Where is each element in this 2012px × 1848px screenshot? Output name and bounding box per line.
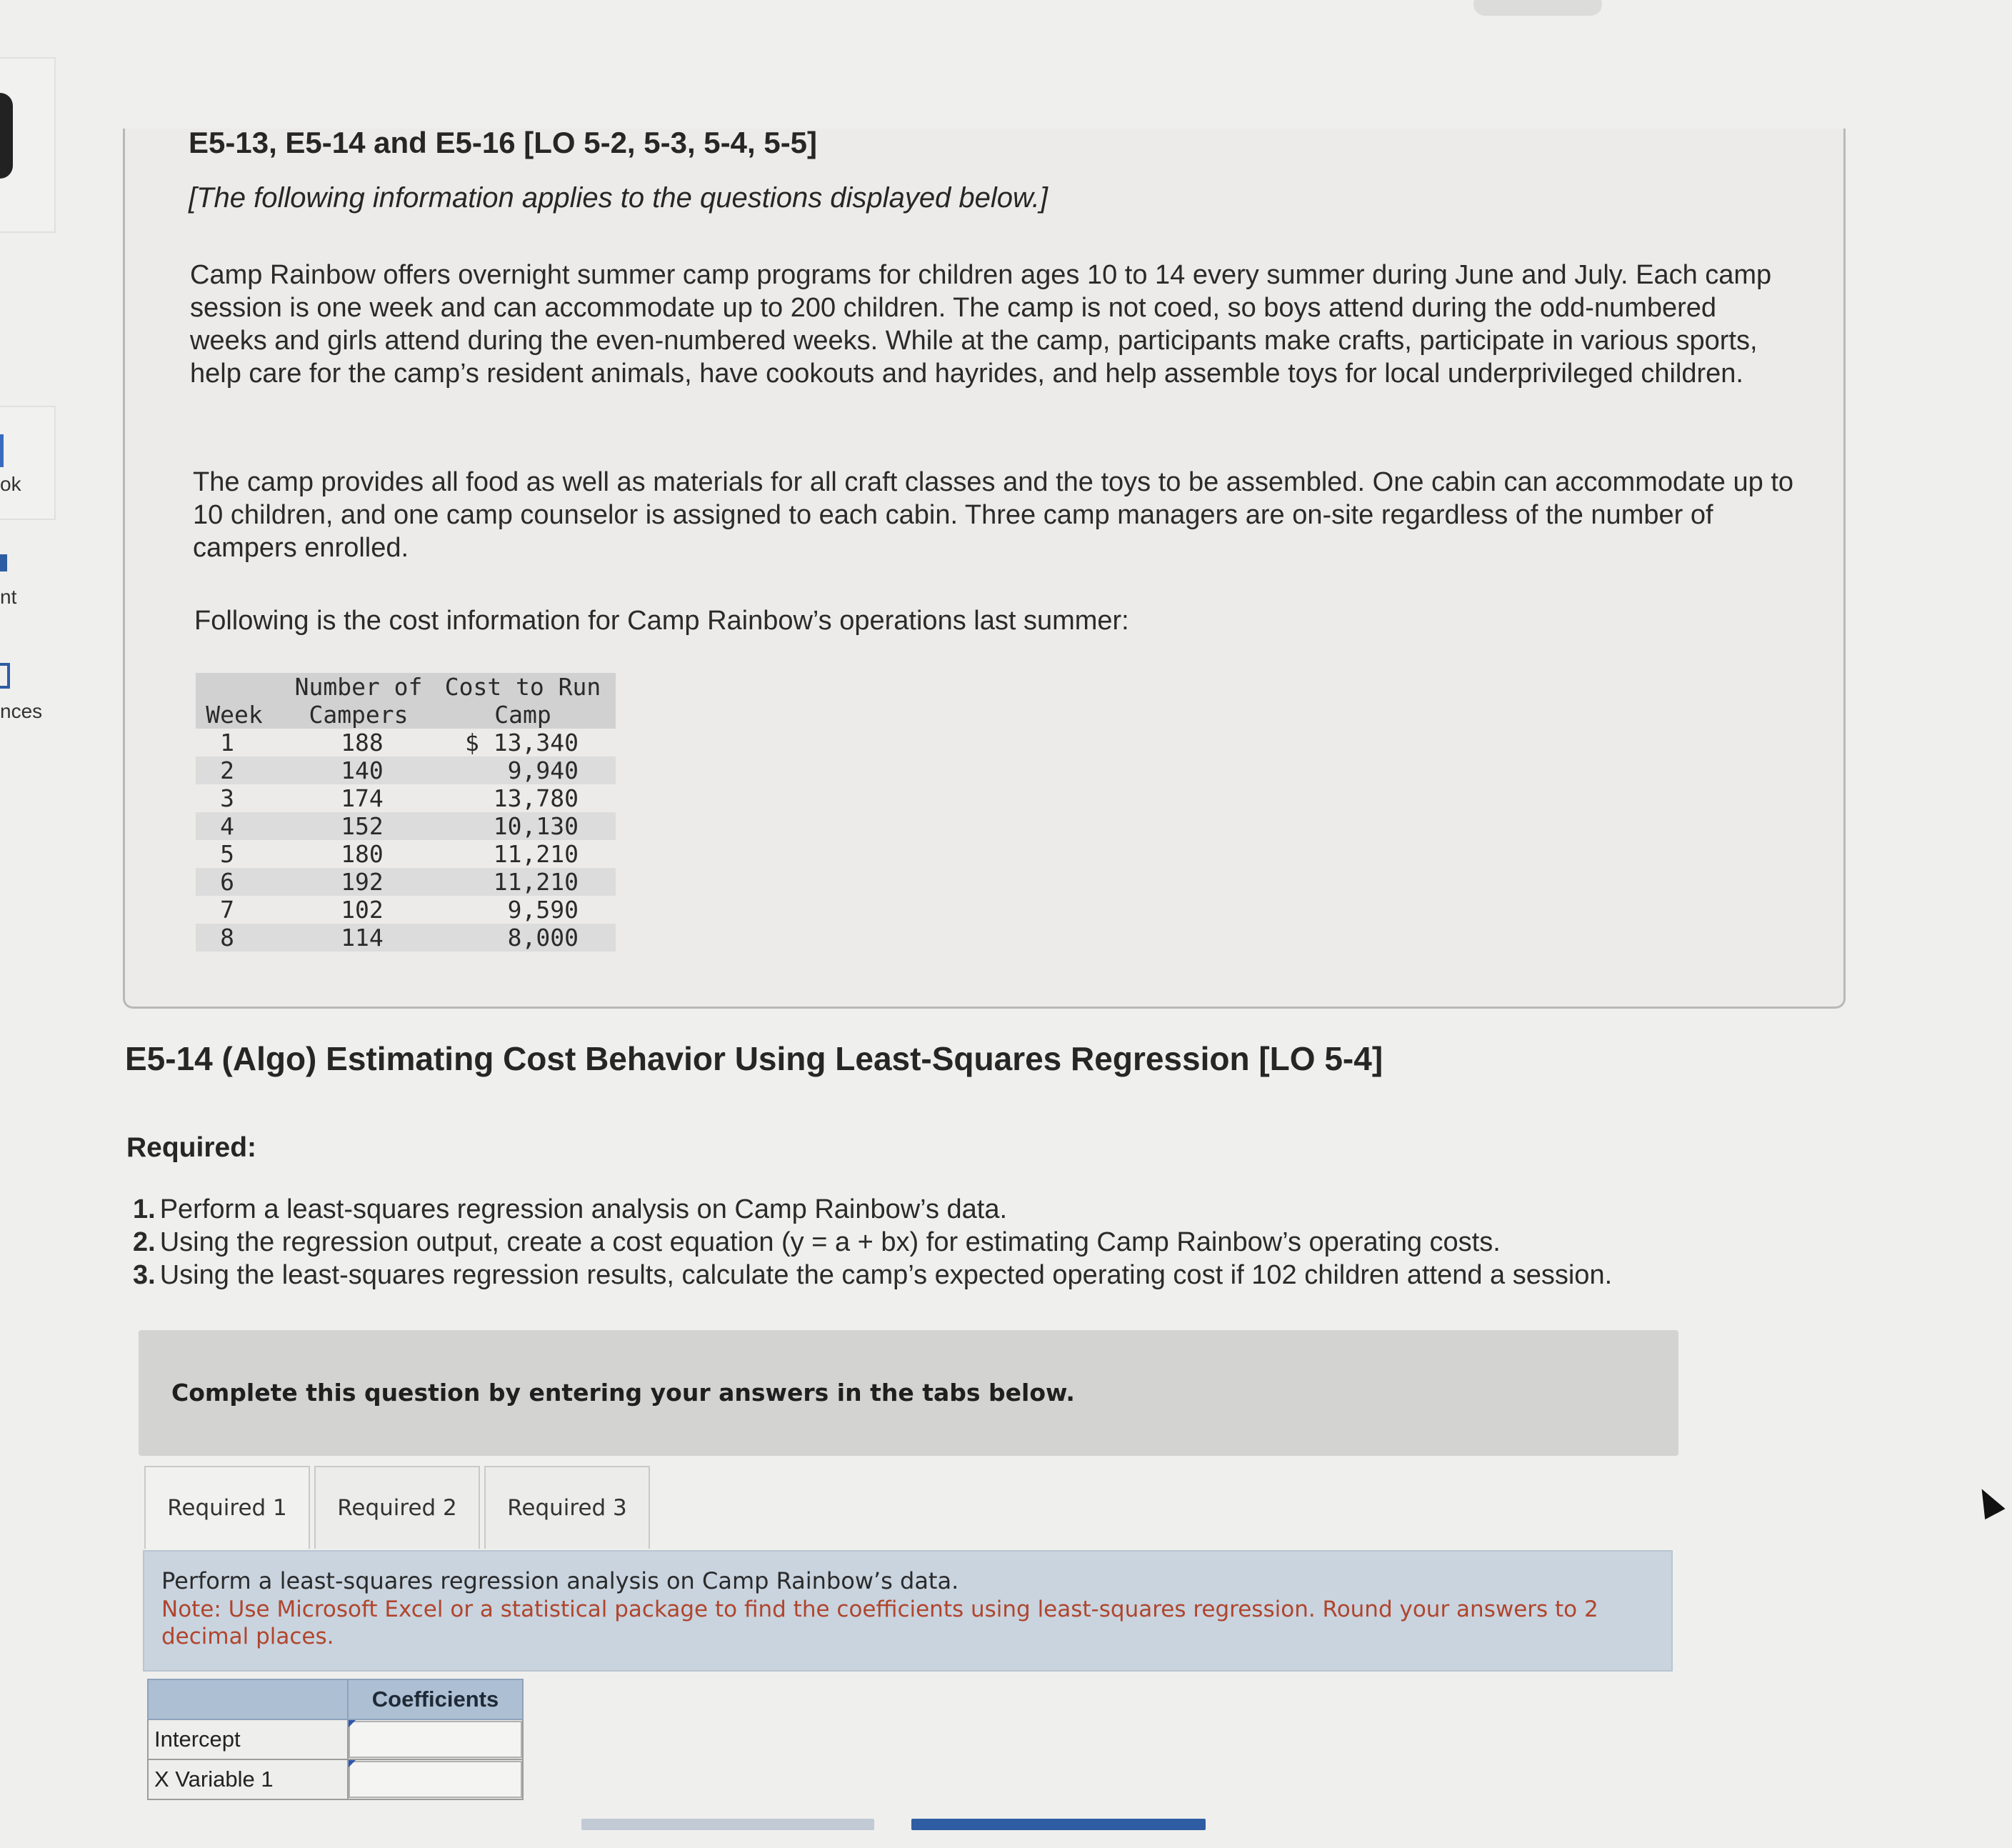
cell-flag-icon — [349, 1760, 356, 1767]
cell-week: 3 — [220, 784, 234, 812]
cell-cost: 8,000 — [430, 924, 616, 952]
card-note: [The following information applies to the questions displayed below.] — [189, 182, 1048, 214]
cell-cost: $ 13,340 — [465, 729, 579, 756]
table-row — [196, 784, 616, 812]
cell-campers: 102 — [341, 896, 384, 924]
cell-week: 1 — [220, 729, 234, 756]
prompt-text: Perform a least-squares regression analysis on Camp Rainbow’s data. — [161, 1567, 959, 1594]
cell-week: 8 — [196, 924, 287, 952]
cell-cost: 11,210 — [493, 840, 579, 868]
table-row — [148, 1759, 523, 1799]
cell-campers: 188 — [341, 729, 384, 756]
intercept-input[interactable] — [349, 1721, 522, 1758]
table-row — [196, 868, 616, 896]
cell-cost: 11,210 — [430, 868, 616, 896]
x-variable-cell — [348, 1759, 523, 1799]
header-campers: Number of Campers — [287, 673, 430, 729]
prompt-box — [143, 1550, 1673, 1672]
table-row — [196, 924, 616, 952]
cell-cost: 9,940 — [430, 756, 616, 784]
paragraph-camp-provisions: The camp provides all food as well as materials for all craft classes and the toys to be assembled. One cabin can accommodate up to 10 children, and one camp counselor is assigned to each cabin. Three camp managers are on-site regardless of the number of campers enrolled. — [193, 467, 1794, 563]
card-heading: E5-13, E5-14 and E5-16 [LO 5-2, 5-3, 5-4, 5-5] — [189, 126, 818, 159]
x-variable-input[interactable] — [349, 1761, 522, 1798]
cell-week: 5 — [220, 840, 234, 868]
cell-campers: 180 — [341, 840, 384, 868]
instruction-text: Complete this question by entering your answers in the tabs below. — [171, 1379, 1075, 1407]
top-control[interactable] — [1473, 0, 1602, 16]
list-item: 1. Perform a least-squares regression analysis on Camp Rainbow’s data. — [133, 1194, 1008, 1224]
cell-campers: 152 — [287, 812, 430, 840]
cell-flag-icon — [349, 1720, 356, 1727]
table-row — [196, 840, 616, 868]
row-label-x-variable: X Variable 1 — [148, 1759, 348, 1799]
cell-cost: 9,590 — [507, 896, 579, 924]
cell-cost: 13,780 — [493, 784, 579, 812]
cell-campers: 140 — [287, 756, 430, 784]
cell-week: 6 — [196, 868, 287, 896]
sidebar-indicator — [0, 663, 10, 689]
table-row — [196, 896, 616, 924]
instruction-bar — [139, 1330, 1678, 1456]
sidebar — [0, 0, 57, 1848]
table-row — [196, 812, 616, 840]
progress-segment-current[interactable] — [911, 1819, 1206, 1830]
paragraph-camp-description: Camp Rainbow offers overnight summer camp programs for children ages 10 to 14 every summer during June and July. Each camp session is one week and can accommodate up to 200 children. The camp is not coed, so boys attend during the odd-numbered weeks and girls attend during the even-numbered weeks. While at the camp, participants make crafts, participate in various sports, help care for the camp’s resident animals, have cookouts and hayrides, and help assemble toys for local underprivileged children. — [190, 260, 1772, 389]
sidebar-label-ok[interactable]: ok — [0, 473, 21, 495]
sidebar-tab-ok[interactable] — [0, 406, 56, 520]
cell-campers: 192 — [287, 868, 430, 896]
tab-required-1[interactable]: Required 1 — [144, 1466, 310, 1549]
sidebar-indicator — [0, 554, 7, 571]
sidebar-label-nces[interactable]: nces — [0, 700, 43, 722]
cell-week: 7 — [220, 896, 234, 924]
answer-header-coefficients: Coefficients — [348, 1679, 523, 1719]
table-row — [196, 756, 616, 784]
progress-segment[interactable] — [581, 1819, 874, 1830]
section-title: E5-14 (Algo) Estimating Cost Behavior Using Least-Squares Regression [LO 5-4] — [125, 1040, 1383, 1077]
paragraph-cost-intro: Following is the cost information for Camp Rainbow’s operations last summer: — [194, 606, 1129, 636]
list-item: 2. Using the regression output, create a cost equation (y = a + bx) for estimating Camp Rainbow’s operating costs. — [133, 1227, 1501, 1257]
sidebar-indicator — [0, 434, 4, 467]
required-label: Required: — [126, 1132, 257, 1163]
header-cost: Cost to Run Camp — [430, 673, 616, 729]
cell-campers: 114 — [287, 924, 430, 952]
row-label-intercept: Intercept — [148, 1719, 348, 1759]
table-row — [148, 1719, 523, 1759]
table-row — [196, 729, 616, 756]
sidebar-indicator — [0, 93, 13, 179]
cell-campers: 174 — [341, 784, 384, 812]
tab-required-2[interactable]: Required 2 — [314, 1466, 480, 1549]
prompt-note: Note: Use Microsoft Excel or a statistical package to find the coefficients using least-squares regression. Round your answers to 2 decimal places. — [161, 1597, 1598, 1649]
required-list — [133, 1193, 1847, 1292]
cell-cost: 10,130 — [430, 812, 616, 840]
answer-header-blank — [148, 1679, 348, 1719]
list-item: 3. Using the least-squares regression results, calculate the camp’s expected operating cost if 102 children attend a session. — [133, 1260, 1613, 1290]
header-week: Week — [196, 673, 287, 729]
tab-required-3[interactable]: Required 3 — [484, 1466, 650, 1549]
answer-table — [147, 1679, 524, 1800]
cell-week: 2 — [196, 756, 287, 784]
cost-data-table — [196, 673, 616, 952]
mouse-pointer-icon — [1971, 1484, 2005, 1519]
sidebar-label-nt[interactable]: nt — [0, 586, 17, 608]
cell-week: 4 — [196, 812, 287, 840]
intercept-cell — [348, 1719, 523, 1759]
